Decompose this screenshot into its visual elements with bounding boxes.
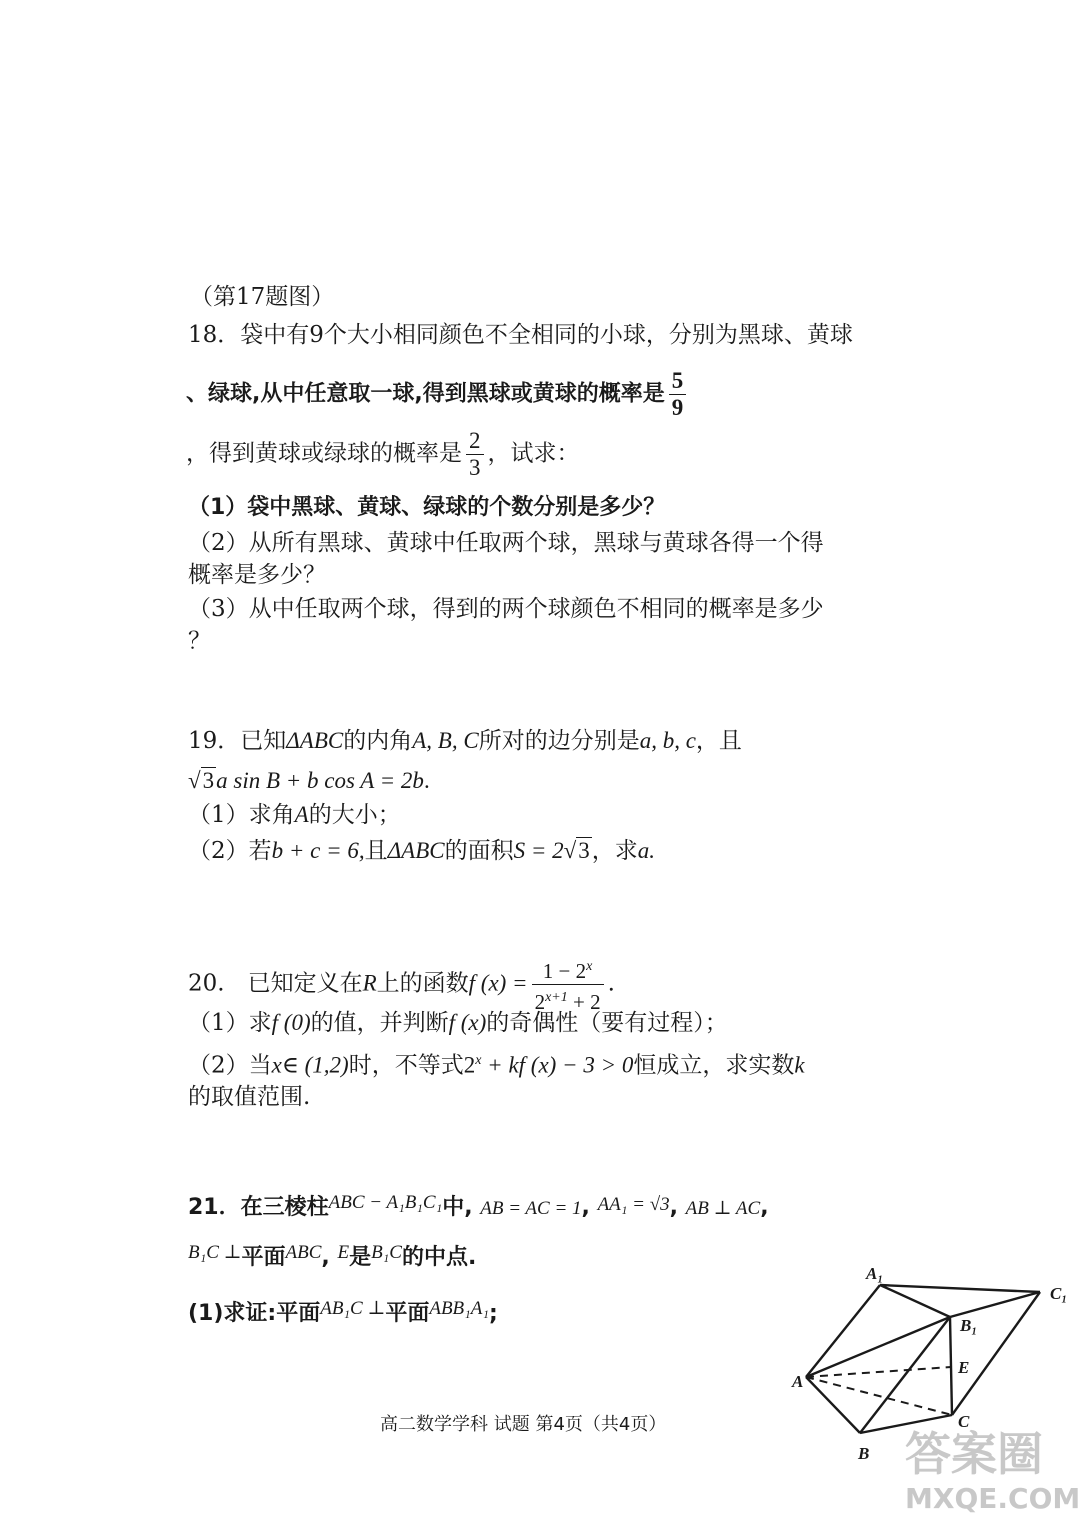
q20-text-a: 20. 已知定义在 xyxy=(188,970,363,997)
q18-line-3 xyxy=(186,428,580,481)
q21-midpoint-text: 的中点. xyxy=(401,1245,477,1270)
q20-p2-ineq-exp: x xyxy=(475,1053,482,1068)
q21-plane-word: 平面 xyxy=(241,1245,286,1270)
q19-p2-text-d: ，求 xyxy=(591,838,638,864)
q20-p2-text-a: （2）当 xyxy=(188,1052,272,1079)
edge-ab1 xyxy=(806,1317,950,1377)
q18-frac1-numerator: 5 xyxy=(669,368,687,395)
edge-c1c xyxy=(952,1292,1040,1415)
q19-p2-sqrt-value: 3 xyxy=(578,838,590,863)
q20-num-exp: x xyxy=(586,959,593,974)
edge-a1b1 xyxy=(880,1285,950,1317)
q21-line-2: B₁C ⊥平面ABC, E是B₁C的中点. xyxy=(188,1242,477,1270)
q20-num-text: 1 − 2 xyxy=(542,959,587,983)
q19-triangle: ΔABC xyxy=(286,728,344,753)
q19-text-c: 所对的边分别是 xyxy=(478,728,640,754)
q19-sides: a, b, c xyxy=(639,728,696,753)
q19-p2-triangle: ΔABC xyxy=(387,838,445,863)
q19-part-2 xyxy=(188,836,655,866)
q20-line-1 xyxy=(188,954,615,1015)
edge-b1b xyxy=(860,1317,950,1433)
q18-stem-1: 18．袋中有9个大小相同颜色不全相同的小球，分别为黑球、黄球 xyxy=(188,322,853,348)
sqrt-icon: √ xyxy=(563,838,577,863)
label-c1: C₁ xyxy=(1050,1284,1068,1303)
q18-stem-3: ，得到黄球或绿球的概率是 xyxy=(186,440,462,467)
edge-b1c xyxy=(950,1317,952,1415)
edge-a1c1 xyxy=(880,1285,1040,1292)
page-footer: 高二数学学科 试题 第4页（共4页） xyxy=(380,1414,667,1435)
sqrt-icon: √ xyxy=(188,768,201,793)
edge-ab xyxy=(806,1377,860,1433)
q21-plane-abc: ABC xyxy=(285,1242,322,1263)
q19-line-1 xyxy=(188,726,742,756)
q19-p2-text-b: 且 xyxy=(364,838,388,864)
watermark-logo: 答案圈 xyxy=(905,1427,1043,1481)
q18-stem-3-end: ，试求： xyxy=(487,440,580,467)
q18-part-3-a: （3）从中任取两个球，得到的两个球颜色不相同的概率是多少 xyxy=(188,596,824,622)
q20-p2-ineq-rest: + kf (x) − 3 > 0 xyxy=(481,1052,634,1078)
q20-part-1 xyxy=(188,1008,728,1038)
q19-p2-text-a: （2）若 xyxy=(188,838,272,864)
q21-line-1: 21．在三棱柱ABC − A₁B₁C₁中, AB = AC = 1, AA₁ = √3, AB ⊥ AC, xyxy=(188,1192,769,1220)
q21-p1-end: ; xyxy=(488,1301,498,1326)
q19-eq-end: . xyxy=(423,768,430,793)
q20-den-base: 2 xyxy=(534,990,546,1014)
q20-den-tail: + 2 xyxy=(573,990,601,1014)
label-b: B xyxy=(858,1444,870,1463)
q20-fraction xyxy=(532,954,604,1015)
q21-is-word: 是 xyxy=(349,1245,372,1270)
q19-part-1 xyxy=(188,800,401,830)
q20-p2-ineq-base: 2 xyxy=(463,1052,476,1078)
q21-p1-plane-word: 平面 xyxy=(385,1301,430,1326)
q21-cond-3: AB ⊥ AC xyxy=(685,1198,761,1219)
q19-p2-area: S = 2 xyxy=(513,838,564,863)
q20-p1-text-a: （1）求 xyxy=(188,1010,272,1036)
q21-p1-plane-1: AB₁C ⊥ xyxy=(320,1298,386,1319)
q18-part-2-a: （2）从所有黑球、黄球中任取两个球，黑球与黄球各得一个得 xyxy=(188,530,824,556)
label-b1: B₁ xyxy=(960,1316,978,1335)
q18-part-2-b: 概率是多少？ xyxy=(188,562,326,588)
q20-p1-f0: f (0) xyxy=(271,1010,311,1035)
q20-p2-text-b: 时，不等式 xyxy=(348,1052,464,1079)
q21-segment-b1c: B₁C xyxy=(371,1242,402,1263)
q18-frac2-denominator: 3 xyxy=(469,455,481,480)
q18-frac2-numerator: 2 xyxy=(466,428,484,455)
q18-line-2 xyxy=(186,368,690,421)
q20-domain-R: R xyxy=(362,970,377,996)
figure-17-caption: （第17题图） xyxy=(190,284,335,310)
q20-p1-text-b: 的值，并判断 xyxy=(310,1010,449,1036)
q21-p1-plane-2: ABB₁A₁ xyxy=(429,1298,489,1319)
q21-point-e: E xyxy=(337,1242,350,1263)
q19-equation xyxy=(188,766,430,796)
q19-p1-text-end: 的大小； xyxy=(308,802,401,828)
q19-p1-text: （1）求角 xyxy=(188,802,295,828)
watermark-url: MXQE.COM xyxy=(905,1482,1080,1515)
q18-part-1: （1）袋中黑球、黄球、绿球的个数分别是多少？ xyxy=(188,495,666,520)
q21-prism: ABC − A₁B₁C₁ xyxy=(328,1192,443,1213)
q20-p2-k: k xyxy=(794,1052,805,1078)
q20-p1-fx: f (x) xyxy=(448,1010,487,1035)
q20-part-2 xyxy=(188,1046,805,1081)
q18-line-1 xyxy=(188,320,853,350)
q20-eq-end: . xyxy=(607,970,615,997)
q18-stem-2: 、绿球,从中任意取一球,得到黑球或黄球的概率是 xyxy=(186,381,665,407)
q21-text-b: 中, xyxy=(442,1195,473,1220)
q20-text-b: 上的函数 xyxy=(376,970,469,997)
q21-cond-2: AA₁ = √3 xyxy=(597,1194,670,1215)
q21-p1-text-a: (1)求证:平面 xyxy=(188,1301,321,1326)
label-c: C xyxy=(958,1412,970,1431)
q19-text-d: ，且 xyxy=(695,728,742,754)
q20-p2-text-c: 恒成立，求实数 xyxy=(633,1052,795,1079)
q20-den-exp: x+1 xyxy=(545,990,568,1005)
q20-part-2-b: 的取值范围. xyxy=(188,1084,311,1110)
q19-p2-eq: b + c = 6, xyxy=(271,838,365,863)
q18-part-3-b: ？ xyxy=(188,628,211,654)
q19-p1-var: A xyxy=(294,802,309,827)
q18-fraction-2-3 xyxy=(466,428,484,481)
q18-frac1-denominator: 9 xyxy=(671,395,684,420)
label-a1: A₁ xyxy=(866,1264,884,1283)
q20-fx: f (x) = xyxy=(468,970,528,996)
q19-p2-text-c: 的面积 xyxy=(444,838,514,864)
q19-sqrt-value: 3 xyxy=(202,768,215,793)
q19-text-a: 19．已知 xyxy=(188,728,287,754)
q20-p1-text-c: 的奇偶性（要有过程）； xyxy=(486,1010,728,1036)
q19-eq-body: a sin B + b cos A = 2b xyxy=(216,768,424,793)
q18-fraction-5-9 xyxy=(669,368,687,421)
q21-cond-1: AB = AC = 1 xyxy=(480,1198,582,1219)
q21-part-1 xyxy=(188,1294,498,1329)
q21-perp-line: B₁C ⊥ xyxy=(188,1242,242,1263)
q21-text-a: 21．在三棱柱 xyxy=(188,1195,329,1220)
q19-p2-answer-var: a. xyxy=(637,838,655,863)
label-e: E xyxy=(958,1358,970,1377)
q20-numerator xyxy=(532,954,604,985)
edge-a1a xyxy=(806,1285,880,1377)
q19-text-b: 的内角 xyxy=(343,728,413,754)
q19-angles: A, B, C xyxy=(412,728,479,753)
edge-b1c1 xyxy=(950,1292,1040,1317)
label-a: A xyxy=(792,1372,804,1391)
q20-p2-interval: x∈ (1,2) xyxy=(271,1052,349,1078)
